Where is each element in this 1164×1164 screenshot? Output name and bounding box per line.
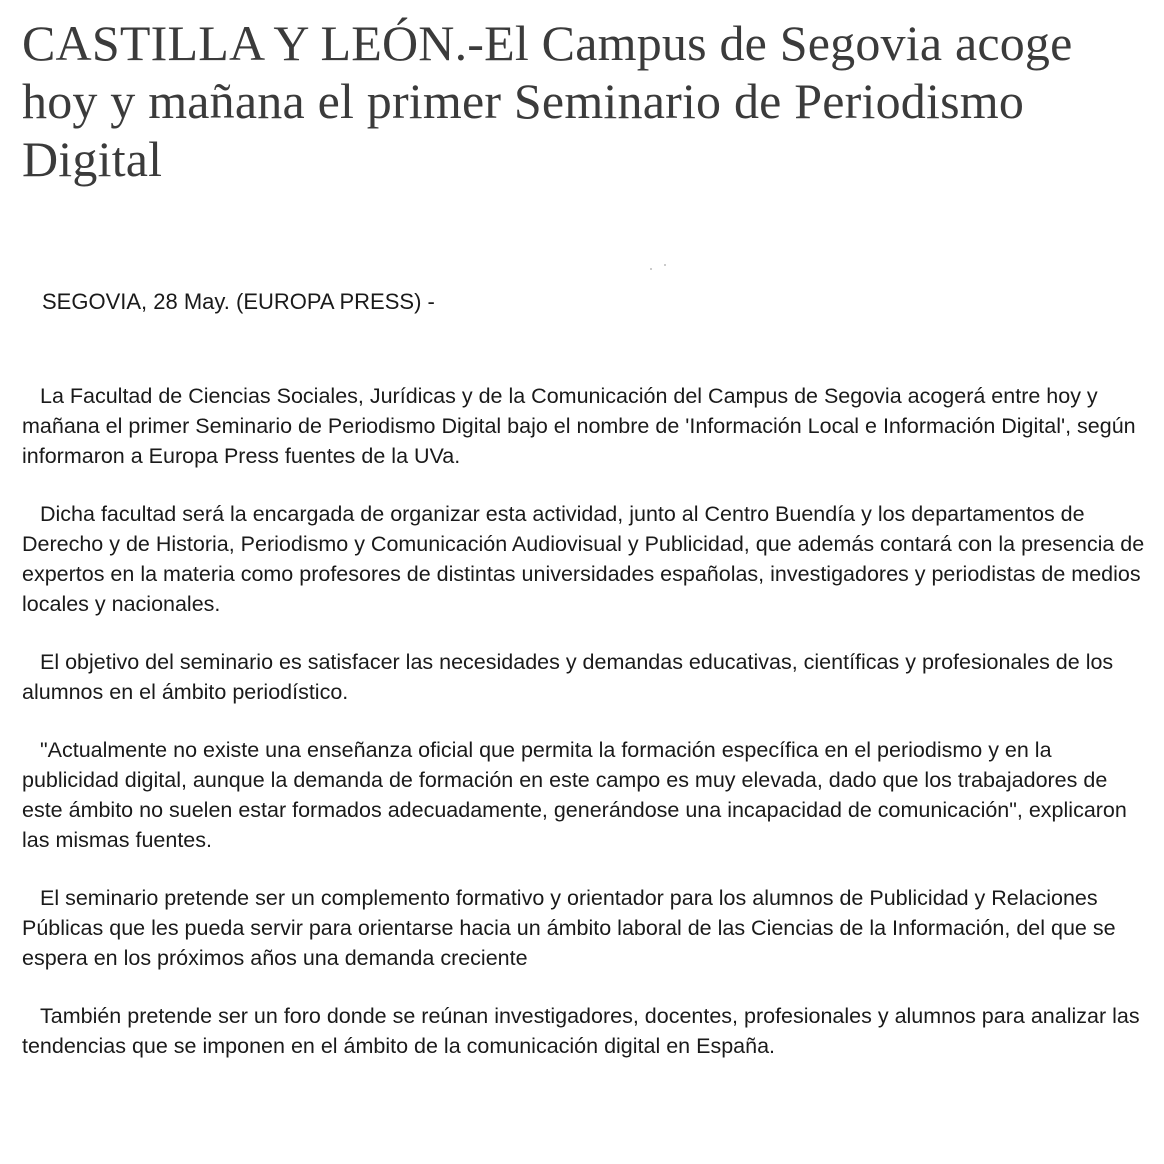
article-headline: CASTILLA Y LEÓN.-El Campus de Segovia acoge hoy y mañana el primer Seminario de Periodismo Digital <box>22 15 1073 187</box>
article-paragraph: La Facultad de Ciencias Sociales, Jurídicas y de la Comunicación del Campus de Segovia acogerá entre hoy y mañana el primer Seminario de Periodismo Digital bajo el nombre de 'Información Local e Información Digital', según informaron a Europa Press fuentes de la UVa. <box>22 384 1136 468</box>
article-paragraph: También pretende ser un foro donde se reúnan investigadores, docentes, profesionales y alumnos para analizar las tendencias que se imponen en el ámbito de la comunicación digital en España. <box>22 1004 1140 1058</box>
article-paragraph: El objetivo del seminario es satisfacer las necesidades y demandas educativas, científicas y profesionales de los alumnos en el ámbito periodístico. <box>22 650 1114 704</box>
scan-speck <box>664 264 666 266</box>
article-paragraph: El seminario pretende ser un complemento formativo y orientador para los alumnos de Publicidad y Relaciones Públicas que les pueda servir para orientarse hacia un ámbito laboral de las Ciencias de la Información, del que se espera en los próximos años una demanda creciente <box>22 886 1116 970</box>
article-paragraph: "Actualmente no existe una enseñanza oficial que permita la formación específica en el periodismo y en la publicidad digital, aunque la demanda de formación en este campo es muy elevada, dado que los trabajadores de este ámbito no suelen estar formados adecuadamente, generándose una incapacidad de comunicación", explicaron las mismas fuentes. <box>22 738 1127 852</box>
article-dateline: SEGOVIA, 28 May. (EUROPA PRESS) - <box>42 289 435 314</box>
article-paragraph: Dicha facultad será la encargada de organizar esta actividad, junto al Centro Buendía y los departamentos de Derecho y de Historia, Periodismo y Comunicación Audiovisual y Publicidad, que además contará con la presencia de expertos en la materia como profesores de distintas universidades españolas, investigadores y periodistas de medios locales y nacionales. <box>22 502 1145 616</box>
article-body <box>22 381 1147 1061</box>
scan-speck <box>650 268 652 270</box>
